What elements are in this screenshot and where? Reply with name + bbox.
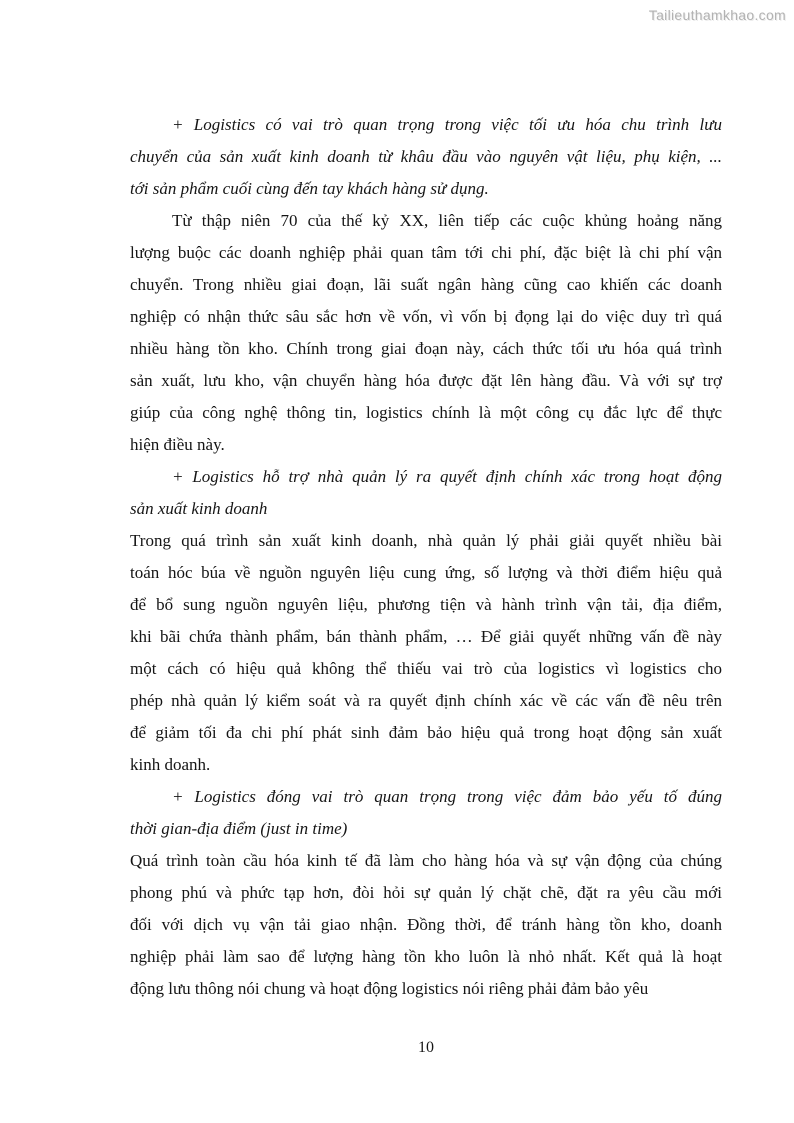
body-paragraph	[130, 525, 722, 781]
text-line: lượng buộc các doanh nghiệp phải quan tâm tới chi phí, đặc biệt là chi phí vận	[130, 243, 722, 262]
text-line: động lưu thông nói chung và hoạt động logistics nói riêng phải đảm bảo yêu	[130, 979, 649, 998]
text-line: sản xuất kinh doanh	[130, 499, 268, 518]
text-line: giúp của công nghệ thông tin, logistics chính là một công cụ đắc lực để thực	[130, 403, 722, 422]
emphasis-paragraph	[130, 461, 722, 525]
emphasis-paragraph	[130, 109, 722, 205]
text-line: kinh doanh.	[130, 755, 211, 774]
body-paragraph	[130, 205, 722, 461]
text-line: đối với dịch vụ vận tải giao nhận. Đồng thời, để tránh hàng tồn kho, doanh	[130, 915, 722, 934]
emphasis-paragraph	[130, 781, 722, 845]
text-line: Quá trình toàn cầu hóa kinh tế đã làm cho hàng hóa và sự vận động của chúng	[130, 851, 722, 870]
text-line: nhiều hàng tồn kho. Chính trong giai đoạn này, cách thức tối ưu hóa quá trình	[130, 339, 722, 358]
watermark-label: Tailieuthamkhao.com	[648, 7, 786, 23]
text-line: sản xuất, lưu kho, vận chuyển hàng hóa được đặt lên hàng đầu. Và với sự trợ	[130, 371, 722, 390]
text-line: nghiệp phải làm sao để lượng hàng tồn kho luôn là nhỏ nhất. Kết quả là hoạt	[130, 947, 722, 966]
body-paragraph	[130, 845, 722, 1005]
document-body	[130, 109, 722, 1005]
text-line: Trong quá trình sản xuất kinh doanh, nhà quản lý phải giải quyết nhiều bài	[130, 531, 722, 550]
text-line: một cách có hiệu quả không thể thiếu vai trò của logistics vì logistics cho	[130, 659, 722, 678]
text-line: phong phú và phức tạp hơn, đòi hỏi sự quản lý chặt chẽ, đặt ra yêu cầu mới	[130, 883, 722, 902]
text-line: tới sản phẩm cuối cùng đến tay khách hàng sử dụng.	[130, 179, 489, 198]
text-line: nghiệp có nhận thức sâu sắc hơn về vốn, vì vốn bị đọng lại do việc duy trì quá	[130, 307, 722, 326]
text-line: chuyển. Trong nhiều giai đoạn, lãi suất ngân hàng cũng cao khiến các doanh	[130, 275, 722, 294]
text-line: để bổ sung nguồn nguyên liệu, phương tiện và hành trình vận tải, địa điểm,	[130, 595, 722, 614]
text-line: Từ thập niên 70 của thế kỷ XX, liên tiếp các cuộc khủng hoảng năng	[172, 211, 722, 230]
text-line: toán hóc búa về nguồn nguyên liệu cung ứng, số lượng và thời điểm hiệu quả	[130, 563, 722, 582]
text-line: + Logistics có vai trò quan trọng trong việc tối ưu hóa chu trình lưu	[172, 115, 722, 134]
text-line: chuyển của sản xuất kinh doanh từ khâu đầu vào nguyên vật liệu, phụ kiện, ...	[130, 147, 722, 166]
text-line: phép nhà quản lý kiểm soát và ra quyết định chính xác về các vấn đề nêu trên	[130, 691, 722, 710]
page-number: 10	[418, 1039, 434, 1056]
text-line: thời gian-địa điểm (just in time)	[130, 819, 348, 838]
text-line: + Logistics đóng vai trò quan trọng trong việc đảm bảo yếu tố đúng	[172, 787, 722, 806]
text-line: để giảm tối đa chi phí phát sinh đảm bảo hiệu quả trong hoạt động sản xuất	[130, 723, 722, 742]
text-line: + Logistics hỗ trợ nhà quản lý ra quyết định chính xác trong hoạt động	[172, 467, 722, 486]
text-line: khi bãi chứa thành phẩm, bán thành phẩm, … Để giải quyết những vấn đề này	[130, 627, 722, 646]
text-line: hiện điều này.	[130, 435, 225, 454]
